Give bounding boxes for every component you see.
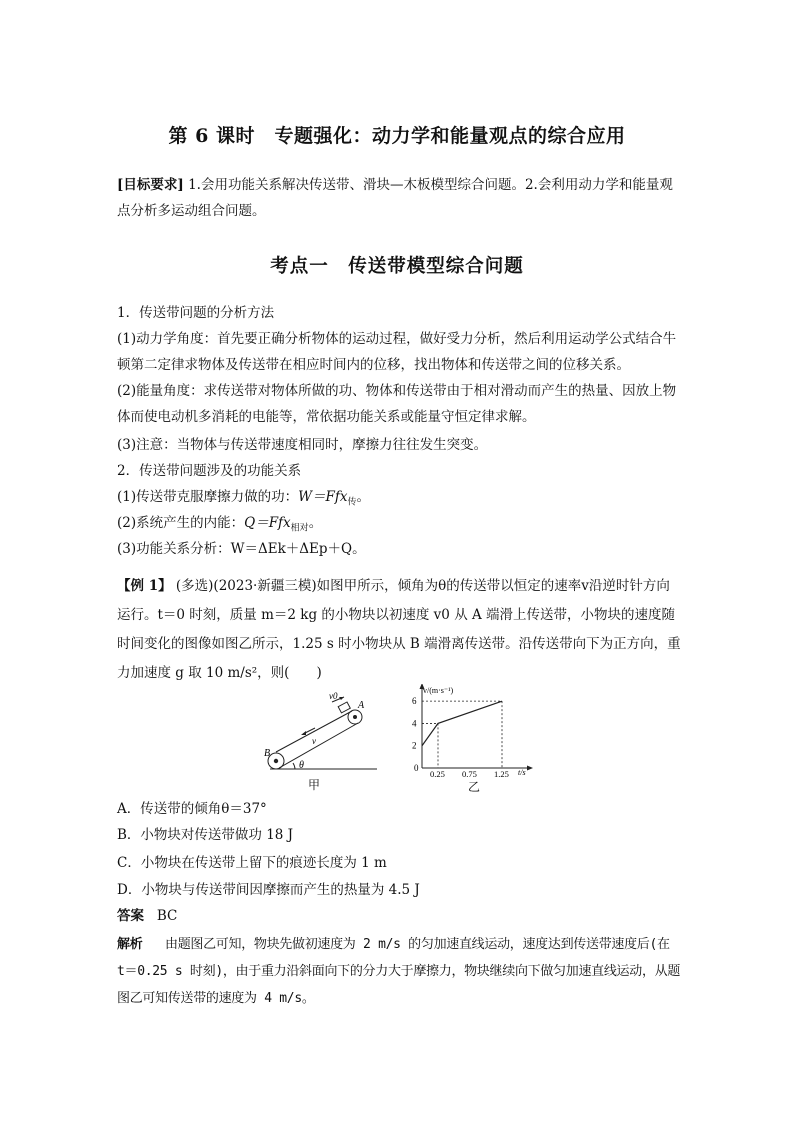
goal-paragraph xyxy=(117,172,679,224)
y-axis-label: v/(m·s⁻¹) xyxy=(423,686,454,695)
label-b: B xyxy=(264,748,271,759)
label-theta: θ xyxy=(299,760,304,771)
x-tick-label: 0.75 xyxy=(462,769,477,779)
analysis-paragraph xyxy=(117,931,681,1012)
s2-line-2-formula: Q＝Ffx xyxy=(244,515,291,531)
option-d: D．小物块与传送带间因摩擦而产生的热量为 4.5 J xyxy=(117,882,420,898)
s1-paragraph-3: (3)注意：当物体与传送带速度相同时，摩擦力往往发生突变。 xyxy=(117,437,488,453)
s2-line-2-prefix: (2)系统产生的内能： xyxy=(117,515,245,531)
origin-label: 0 xyxy=(414,763,419,773)
s1-paragraph-1: (1)动力学角度：首先要正确分析物体的运动过程，做好受力分析，然后利用运动学公式结合牛顿第二定律求物体及传送带在相应时间内的位移，找出物体和传送带之间的位移关系。 xyxy=(117,331,677,373)
s2-heading: 2．传送带问题涉及的功能关系 xyxy=(117,463,302,479)
s2-line-1-suffix: 。 xyxy=(356,489,370,505)
option-b: B．小物块对传送带做功 18 J xyxy=(117,827,294,843)
option-a: A．传送带的倾角θ＝37° xyxy=(117,801,267,817)
answer-label: 答案 xyxy=(117,908,144,924)
example-text: (多选)(2023·新疆三模)如图甲所示，倾角为θ的传送带以恒定的速率v沿逆时针方向运行。t＝0 时刻，质量 m＝2 kg 的小物块以初速度 v0 从 A 端滑上传送带，小物块的速度随时间变化的图像如图乙所示，1.25 s 时小物块从 B 端滑离传送带。沿传送带向下为正方向，重力加速度 g 取 10 m/s²，则( ) xyxy=(117,578,681,681)
label-v0: v0 xyxy=(329,691,338,701)
answer-value: BC xyxy=(156,908,178,924)
pulley-a-axle xyxy=(353,715,357,719)
label-a: A xyxy=(358,700,365,711)
pulley-b-axle xyxy=(274,759,278,763)
option-c: C．小物块在传送带上留下的痕迹长度为 1 m xyxy=(117,855,387,871)
page-title: 第 6 课时 专题强化：动力学和能量观点的综合应用 xyxy=(168,125,626,147)
theta-arc xyxy=(293,763,295,769)
s2-line-1-formula: W＝Ffx xyxy=(298,489,348,505)
belt-direction-arrowhead xyxy=(301,731,306,735)
figure-left-caption: 甲 xyxy=(308,778,321,792)
section-title: 考点一 传送带模型综合问题 xyxy=(270,256,524,277)
y-tick-label: 2 xyxy=(412,740,417,751)
vt-graph xyxy=(405,684,535,780)
s2-line-3: (3)功能关系分析：W＝ΔEk＋ΔEp＋Q。 xyxy=(117,541,366,557)
example-label: 【例 1】 xyxy=(117,578,172,594)
figure-right-caption: 乙 xyxy=(468,780,481,794)
x-axis-label: t/s xyxy=(518,768,526,777)
s2-line-1-prefix: (1)传送带克服摩擦力做的功： xyxy=(117,489,299,505)
x-axis-arrowhead xyxy=(527,766,533,771)
x-tick-label: 1.25 xyxy=(494,769,509,779)
y-tick-label: 6 xyxy=(412,696,417,707)
y-ticks xyxy=(412,696,417,751)
s1-heading: 1．传送带问题的分析方法 xyxy=(117,305,275,321)
block xyxy=(338,702,350,713)
x-tick-label: 0.25 xyxy=(430,769,445,779)
goal-label: [目标要求] xyxy=(117,177,184,193)
s2-line-1-sub: 传 xyxy=(347,497,357,508)
analysis-text: 由题图乙可知，物块先做初速度为 2 m/s 的匀加速直线运动，速度达到传送带速度后(在 t＝0.25 s 时刻)，由于重力沿斜面向下的分力大于摩擦力，物块继续向下做匀加速直线运动，从题图乙可知传送带的速度为 4 m/s。 xyxy=(117,937,681,1006)
goal-text: 1.会用功能关系解决传送带、滑块—木板模型综合问题。2.会利用动力学和能量观点分析多运动组合问题。 xyxy=(117,177,673,219)
label-v: v xyxy=(312,736,316,746)
answer-line xyxy=(117,903,683,929)
y-tick-label: 4 xyxy=(412,718,417,729)
s2-line-2-suffix: 。 xyxy=(308,515,323,531)
guide-lines xyxy=(422,701,502,768)
analysis-label: 解析 xyxy=(117,937,143,952)
s1-paragraph-2: (2)能量角度：求传送带对物体所做的功、物体和传送带由于相对滑动而产生的热量、因放上物体而使电动机多消耗的电能等，常依据功能关系或能量守恒定律求解。 xyxy=(117,383,677,425)
belt-bottom-line xyxy=(279,723,358,768)
example-paragraph xyxy=(117,572,683,688)
s2-line-2-sub: 相对 xyxy=(290,523,309,534)
